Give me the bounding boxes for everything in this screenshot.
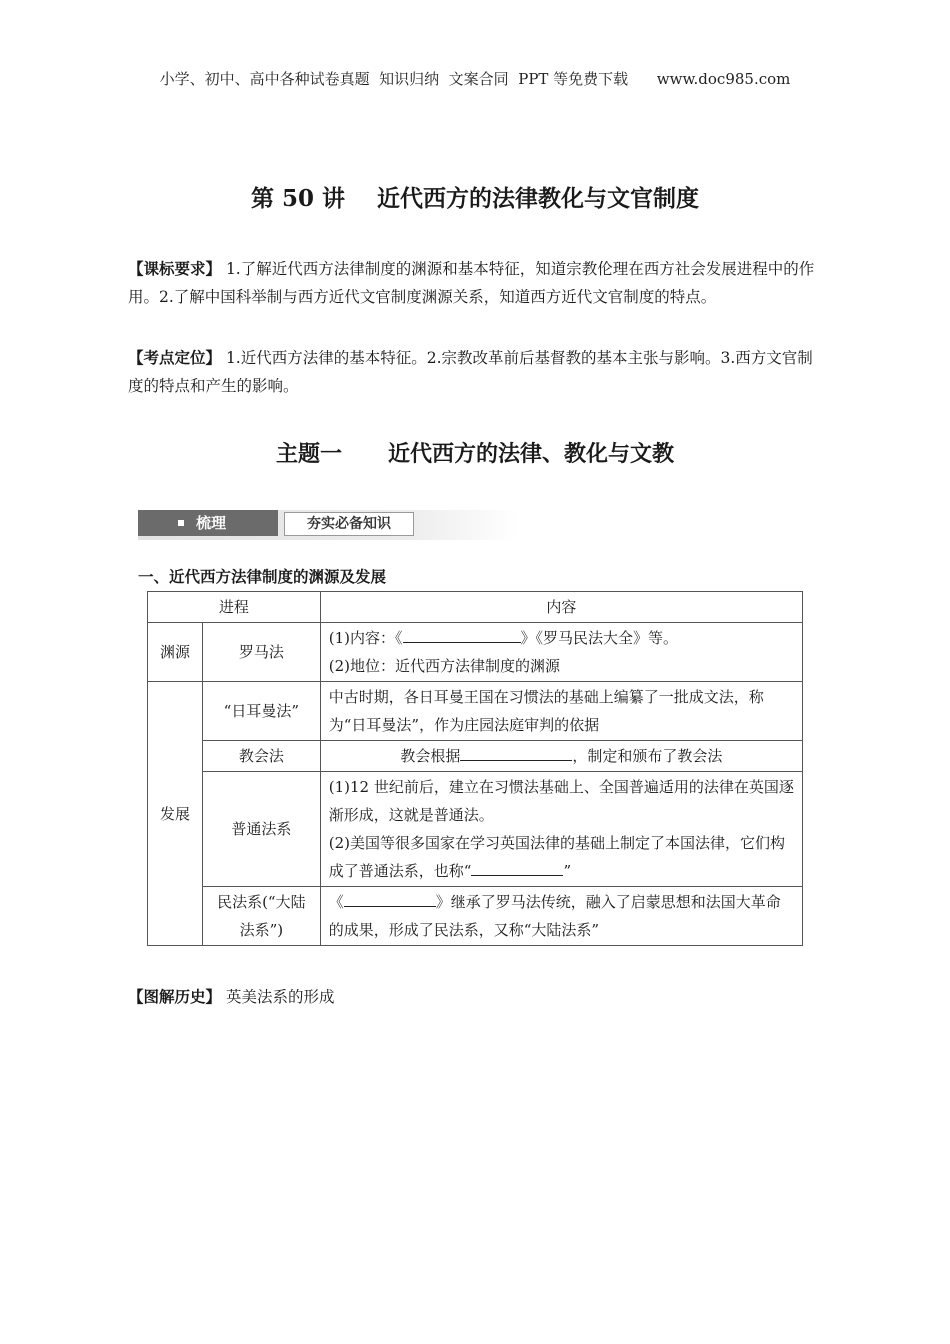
fill-blank[interactable] — [460, 742, 572, 761]
diagram-text: 英美法系的形成 — [221, 988, 335, 1006]
roman-content-line-1: (1)内容：《 》《罗马民法大全》等。 — [329, 624, 794, 652]
canon-law-label: 教会法 — [202, 741, 320, 772]
table-row — [148, 623, 803, 682]
header-process: 进程 — [148, 592, 321, 623]
common-content-1: (1)12 世纪前后，建立在习惯法基础上、全国普遍适用的法律在英国逐渐形成，这就是普通法。 — [328, 778, 794, 824]
development-label: 发展 — [148, 682, 203, 946]
square-bullet-icon — [178, 520, 184, 526]
requirements-tag: 【课标要求】 — [128, 260, 222, 278]
fill-blank[interactable] — [403, 624, 521, 643]
origin-label: 渊源 — [148, 623, 203, 682]
banner-dark-tab — [138, 510, 278, 536]
exam-positioning — [128, 345, 818, 400]
table-row — [148, 772, 803, 887]
diagram-caption — [128, 985, 334, 1007]
positioning-text: 1.近代西方法律的基本特征。2.宗教改革前后基督教的基本主张与影响。3.西方文官制度的特点和产生的影响。 — [128, 349, 813, 395]
header-content: 内容 — [320, 592, 802, 623]
roman-law-label: 罗马法 — [202, 623, 320, 682]
section-heading: 一、近代西方法律制度的渊源及发展 — [138, 568, 387, 586]
banner-light-label: 夯实必备知识 — [284, 512, 414, 536]
page-header: 小学、初中、高中各种试卷真题 知识归纳 文案合同 PPT 等免费下载 www.doc985.com — [159, 70, 791, 88]
fill-blank[interactable] — [471, 857, 563, 876]
roman-content-line-2: (2)地位：近代西方法律制度的渊源 — [328, 657, 561, 675]
germanic-law-label: “日耳曼法” — [202, 682, 320, 741]
common-content-2: (2)美国等很多国家在学习英国法律的基础上制定了本国法律，它们构成了普通法系，也称“ ” — [328, 834, 786, 880]
table-header-row — [148, 592, 803, 623]
germanic-law-content: 中古时期，各日耳曼王国在习惯法的基础上编纂了一批成文法，称为“日耳曼法”，作为庄园法庭审判的依据 — [320, 682, 802, 741]
diagram-tag: 【图解历史】 — [128, 988, 222, 1006]
requirements-text: 1.了解近代西方法律制度的渊源和基本特征，知道宗教伦理在西方社会发展进程中的作用。2.了解中国科举制与西方近代文官制度渊源关系，知道西方近代文官制度的特点。 — [128, 260, 815, 306]
banner-dark-label: 梳理 — [196, 514, 227, 532]
table-row — [148, 887, 803, 946]
positioning-tag: 【考点定位】 — [128, 349, 222, 367]
fill-blank[interactable] — [344, 888, 436, 907]
common-law-label: 普通法系 — [202, 772, 320, 887]
law-table — [147, 591, 803, 946]
curriculum-requirements — [128, 256, 818, 311]
topic-title: 主题一 近代西方的法律、教化与文教 — [276, 441, 674, 467]
civil-law-label: 民法系(“大陆法系”) — [202, 887, 320, 946]
roman-law-content — [320, 623, 802, 682]
section-banner — [138, 510, 518, 540]
table-row — [148, 741, 803, 772]
canon-law-content: 教会根据 ，制定和颁布了教会法 — [320, 741, 802, 772]
lecture-title: 第 50 讲 近代西方的法律教化与文官制度 — [250, 185, 700, 212]
table-row — [148, 682, 803, 741]
civil-law-content: 《 》继承了罗马法传统，融入了启蒙思想和法国大革命的成果，形成了民法系，又称“大陆法系” — [320, 887, 802, 946]
common-law-content — [320, 772, 802, 887]
